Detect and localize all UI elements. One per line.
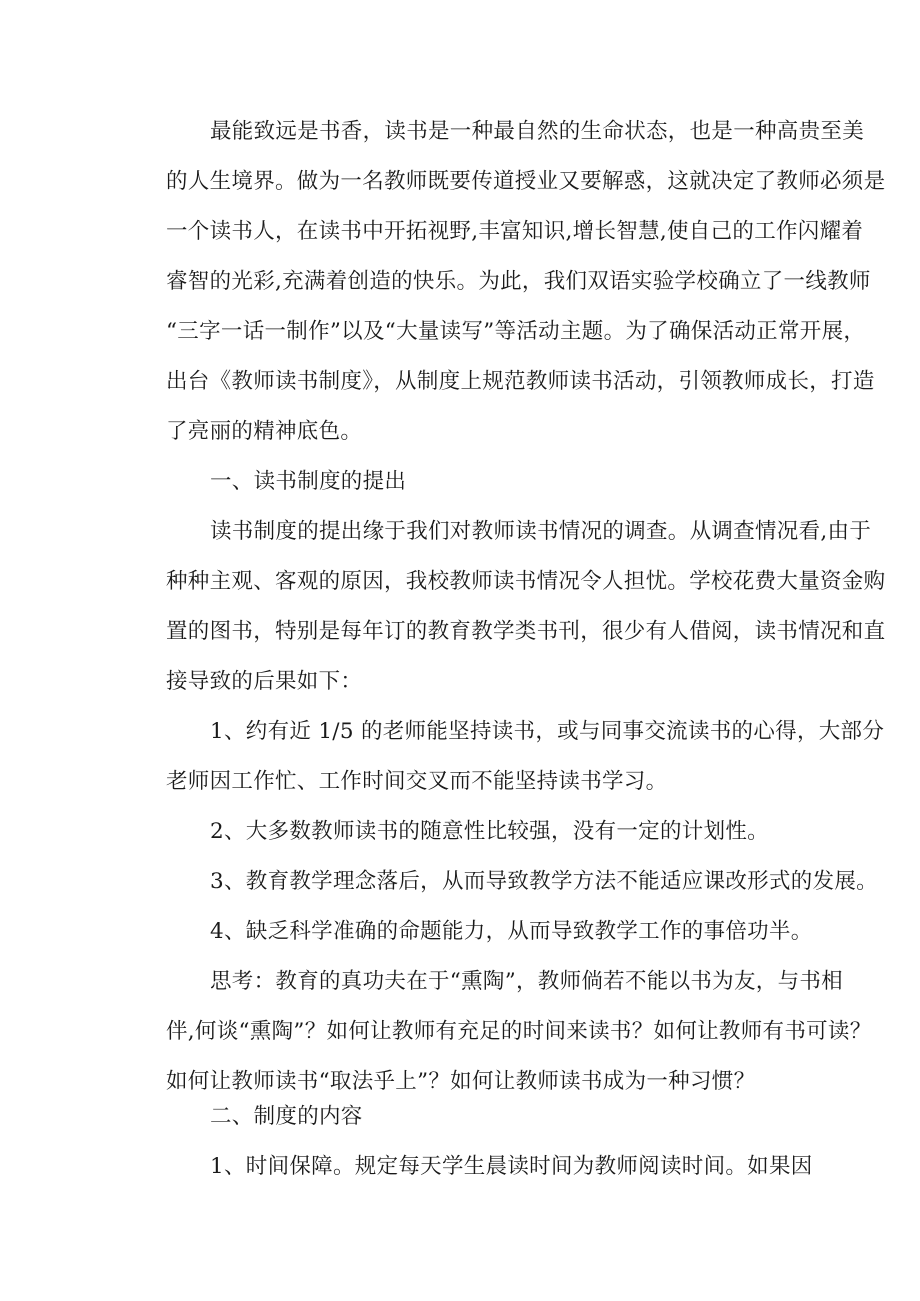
- list-item: 老师因工作忙、工作时间交叉而不能坚持读书学习。: [166, 769, 668, 794]
- intro-line: 一个读书人，在读书中开拓视野,丰富知识,增长智慧,使自己的工作闪耀着: [166, 219, 864, 244]
- paragraph-line: 接导致的后果如下：: [166, 669, 363, 694]
- paragraph-line: 种种主观、客观的原因，我校教师读书情况令人担忧。学校花费大量资金购: [166, 569, 886, 594]
- intro-line: 最能致远是书香，读书是一种最自然的生命状态，也是一种高贵至美: [210, 119, 865, 144]
- reflection-line: 如何让教师读书“取法乎上”？如何让教师读书成为一种习惯？: [166, 1069, 756, 1094]
- section-heading: 一、读书制度的提出: [210, 469, 407, 494]
- intro-line: 睿智的光彩,充满着创造的快乐。为此，我们双语实验学校确立了一线教师: [166, 269, 871, 294]
- reflection-line: 思考：教育的真功夫在于“熏陶”，教师倘若不能以书为友，与书相: [210, 969, 843, 994]
- list-item: 1、约有近 1/5 的老师能坚持读书，或与同事交流读书的心得，大部分: [210, 719, 885, 744]
- list-item: 2、大多数教师读书的随意性比较强，没有一定的计划性。: [210, 819, 769, 844]
- section-heading: 二、制度的内容: [210, 1104, 363, 1129]
- list-item: 1、时间保障。规定每天学生晨读时间为教师阅读时间。如果因: [210, 1154, 813, 1179]
- paragraph-line: 置的图书，特别是每年订的教育教学类书刊，很少有人借阅，读书情况和直: [166, 619, 886, 644]
- intro-line: 出台《教师读书制度》，从制度上规范教师读书活动，引领教师成长，打造: [166, 369, 875, 394]
- list-item: 3、教育教学理念落后，从而导致教学方法不能适应课改形式的发展。: [210, 869, 878, 894]
- intro-line: 了亮丽的精神底色。: [166, 419, 363, 444]
- list-item: 4、缺乏科学准确的命题能力，从而导致教学工作的事倍功半。: [210, 919, 813, 944]
- reflection-line: 伴,何谈“熏陶”？如何让教师有充足的时间来读书？如何让教师有书可读？: [166, 1019, 872, 1044]
- intro-line: “三字一话一制作”以及“大量读写”等活动主题。为了确保活动正常开展，: [166, 319, 866, 344]
- paragraph-line: 读书制度的提出缘于我们对教师读书情况的调查。从调查情况看,由于: [210, 519, 872, 544]
- intro-line: 的人生境界。做为一名教师既要传道授业又要解惑，这就决定了教师必须是: [166, 169, 886, 194]
